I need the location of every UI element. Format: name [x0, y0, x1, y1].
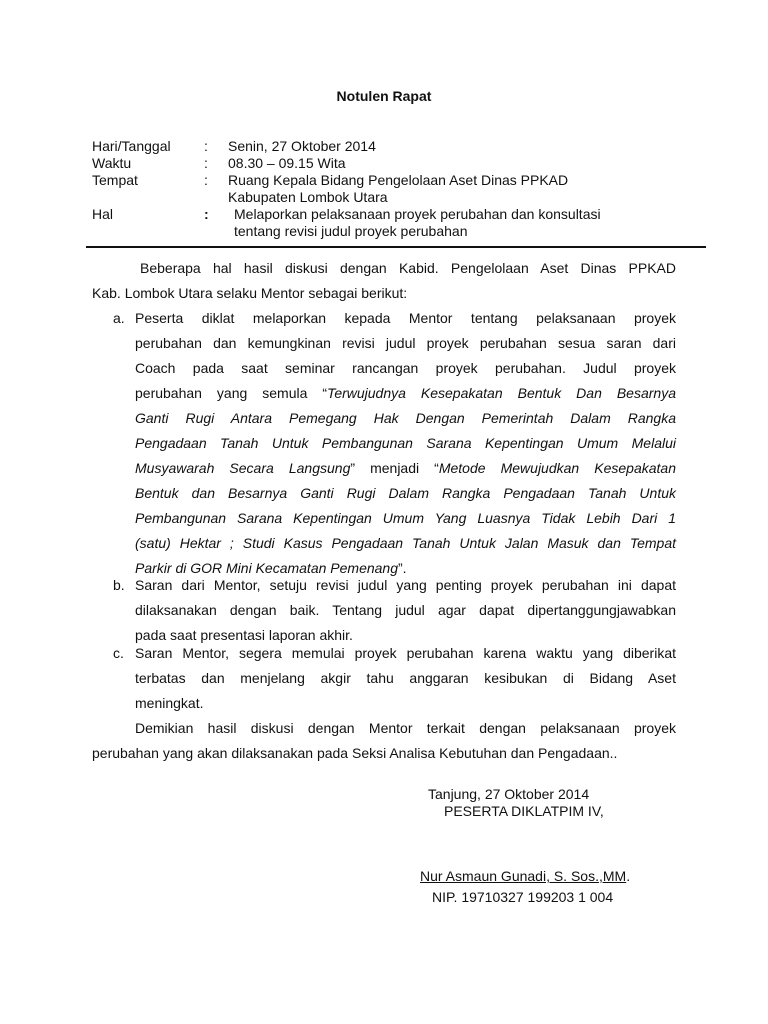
info-value: Ruang Kepala Bidang Pengelolaan Aset Dinas PPKAD	[228, 172, 569, 188]
signer-name-line	[420, 868, 630, 885]
italic-run: Ganti Rugi Antara Pemegang Hak Dengan Pemerintah Dalam Rangka	[135, 410, 676, 426]
italic-run: Terwujudnya Kesepakatan Bentuk Dan Besarnya	[327, 385, 676, 401]
list-marker: c.	[113, 645, 124, 661]
italic-run: Pengadaan Tanah Untuk Pembangunan Sarana Kepentingan Umum Melalui	[135, 435, 676, 451]
text-line	[135, 531, 676, 556]
text-run: ” menjadi “	[350, 460, 439, 476]
text-line	[135, 456, 676, 481]
list-marker: b.	[113, 577, 125, 593]
list-item-b	[92, 573, 676, 648]
text-line: Saran dari Mentor, setuju revisi judul yang penting proyek perubahan ini dapat	[135, 577, 676, 593]
text-line: meningkat.	[135, 695, 204, 711]
info-label: Waktu	[92, 155, 132, 171]
text-line: perubahan yang akan dilaksanakan pada Seksi Analisa Kebutuhan dan Pengadaan..	[92, 745, 618, 761]
text-line: Demikian hasil diskusi dengan Mentor terkait dengan pelaksanaan proyek	[135, 720, 676, 736]
text-line	[135, 431, 676, 456]
text-line: perubahan dan kemungkinan revisi judul proyek perubahan sesua saran dari	[135, 335, 676, 351]
text-run: ”.	[398, 560, 407, 576]
info-colon: :	[204, 155, 208, 171]
info-label: Hal	[92, 206, 114, 222]
text-line	[135, 381, 676, 406]
italic-run: Musyawarah Secara Langsung	[135, 460, 351, 476]
info-value: Senin, 27 Oktober 2014	[228, 138, 376, 154]
intro-paragraph	[92, 256, 676, 306]
italic-run: Metode Mewujudkan Kesepakatan	[438, 460, 676, 476]
signer-role: PESERTA DIKLATPIM IV,	[444, 803, 604, 819]
divider-line	[86, 246, 706, 248]
info-value: 08.30 – 09.15 Wita	[228, 155, 346, 171]
list-marker: a.	[113, 310, 125, 326]
info-value: Melaporkan pelaksanaan proyek perubahan dan konsultasi	[234, 206, 601, 222]
info-label: Hari/Tanggal	[92, 138, 171, 154]
place-date: Tanjung, 27 Oktober 2014	[428, 786, 590, 802]
info-colon: :	[204, 172, 208, 188]
closing-paragraph	[92, 716, 676, 766]
text-line: Saran Mentor, segera memulai proyek perubahan karena waktu yang diberikat	[135, 645, 676, 661]
info-label: Tempat	[92, 172, 138, 188]
italic-run: Pembangunan Sarana Kepentingan Umum Yang Luasnya Tidak Lebih Dari 1	[135, 510, 676, 526]
text-line: dilaksanakan dengan baik. Tentang judul agar dapat dipertanggungjawabkan	[135, 602, 676, 618]
italic-run: Parkir di GOR Mini Kecamatan Pemenang	[135, 560, 398, 576]
info-value: tentang revisi judul proyek perubahan	[234, 223, 468, 239]
italic-run: (satu) Hektar ; Studi Kasus Pengadaan Tanah Untuk Jalan Masuk dan Tempat	[135, 535, 676, 551]
text-run: perubahan yang semula “	[135, 385, 328, 401]
list-item-c	[92, 641, 676, 716]
signature-block	[428, 786, 604, 820]
text-line: Beberapa hal hasil diskusi dengan Kabid. Pengelolaan Aset Dinas PPKAD	[140, 260, 676, 276]
text-line	[135, 481, 676, 506]
info-colon: :	[204, 206, 209, 222]
info-value: Kabupaten Lombok Utara	[228, 189, 388, 205]
italic-run: Bentuk dan Besarnya Ganti Rugi Dalam Rangka Pengadaan Tanah Untuk	[135, 485, 676, 501]
text-line	[135, 506, 676, 531]
text-line: Coach pada saat seminar rancangan proyek perubahan. Judul proyek	[135, 360, 676, 376]
signer-info	[420, 868, 630, 906]
text-line: terbatas dan menjelang akgir tahu anggaran kesibukan di Bidang Aset	[135, 670, 676, 686]
text-line: Kab. Lombok Utara selaku Mentor sebagai berikut:	[92, 285, 408, 301]
info-colon: :	[204, 138, 208, 154]
list-item-a	[92, 306, 676, 581]
document-title: Notulen Rapat	[336, 88, 432, 104]
document-body	[92, 256, 676, 766]
text-line: Peserta diklat melaporkan kepada Mentor tentang pelaksanaan proyek	[135, 310, 676, 326]
signer-name: Nur Asmaun Gunadi, S. Sos.,MM	[420, 868, 627, 884]
text-line: pada saat presentasi laporan akhir.	[135, 627, 353, 643]
signer-nip: NIP. 19710327 199203 1 004	[432, 889, 614, 905]
text-line	[135, 406, 676, 431]
signer-name-suffix: .	[626, 868, 631, 884]
